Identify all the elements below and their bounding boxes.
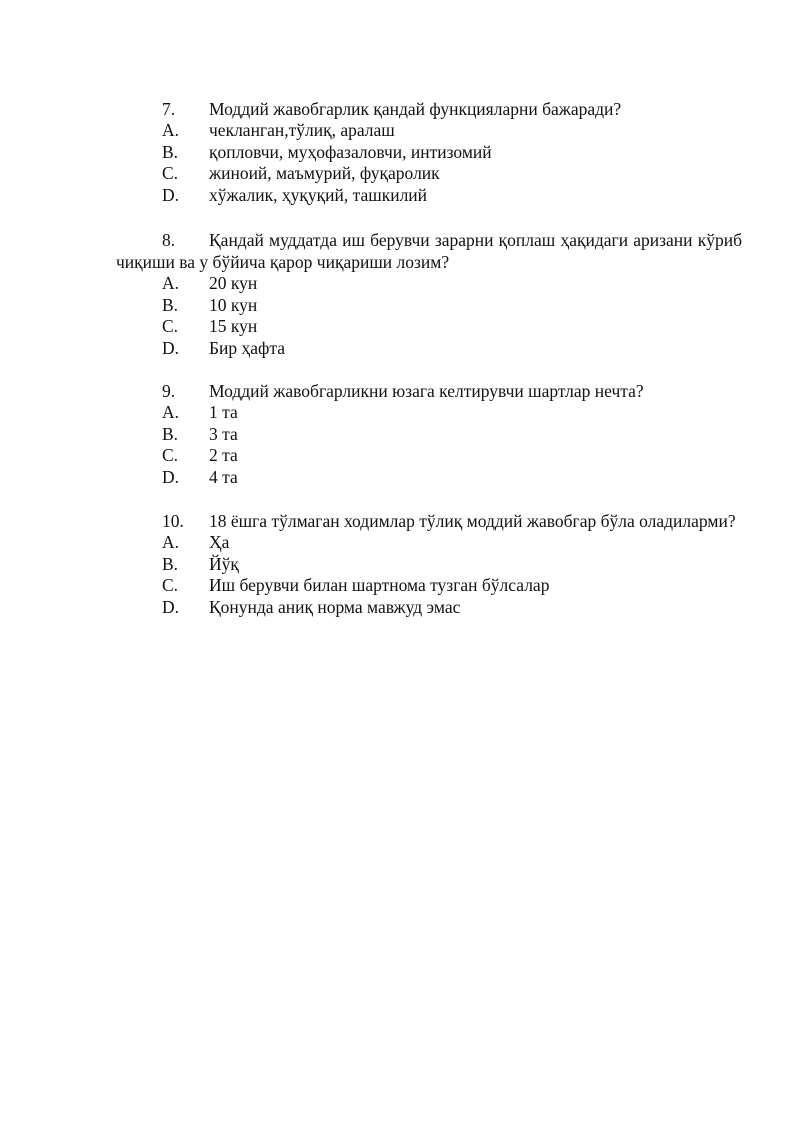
answer-option (116, 532, 742, 554)
answer-option (116, 185, 742, 207)
question-number: 9. (162, 381, 176, 401)
option-letter: D. (162, 338, 180, 359)
option-letter: B. (162, 294, 179, 315)
answer-option (116, 402, 742, 424)
question-number: 8. (162, 230, 176, 250)
question-text: Моддий жавобгарлик қандай функцияларни бажаради? (209, 99, 622, 119)
answer-option (116, 424, 742, 446)
option-letter: A. (162, 273, 180, 293)
answer-option (116, 142, 742, 164)
option-letter: C. (162, 316, 179, 337)
answer-option (116, 273, 742, 295)
option-text: Йўқ (209, 553, 239, 574)
option-letter: A. (162, 402, 180, 422)
option-text: 4 та (209, 467, 238, 488)
question-text: Моддий жавобгарликни юзага келтирувчи шартлар нечта? (209, 381, 644, 401)
answer-option (116, 467, 742, 489)
option-text: 2 та (209, 445, 238, 466)
option-letter: C. (162, 163, 179, 184)
option-text: Ҳа (209, 532, 230, 552)
option-text: 3 та (209, 423, 238, 444)
answer-option (116, 316, 742, 338)
option-text: жиноий, маъмурий, фуқаролик (209, 163, 440, 184)
question-8 (116, 229, 742, 360)
answer-option (116, 338, 742, 360)
answer-option (116, 597, 742, 619)
question-9 (116, 380, 742, 489)
option-letter: C. (162, 575, 179, 596)
question-text: Қандай муддатда иш берувчи зарарни қоплаш ҳақидаги аризани кўриб чиқиши ва у бўйича қарор чиқариши лозим? (116, 230, 742, 272)
answer-option (116, 554, 742, 576)
question-stem (116, 229, 742, 273)
question-text: 18 ёшга тўлмаган ходимлар тўлиқ моддий жавобгар бўла оладиларми? (209, 511, 736, 531)
option-text: 1 та (209, 402, 238, 422)
question-stem (116, 380, 742, 402)
answer-option (116, 445, 742, 467)
answer-option (116, 575, 742, 597)
answer-option (116, 163, 742, 185)
option-letter: B. (162, 141, 179, 162)
option-text: 15 кун (209, 316, 258, 337)
question-number: 7. (162, 99, 176, 119)
question-10 (116, 510, 742, 619)
question-stem (116, 98, 742, 120)
option-letter: D. (162, 467, 180, 488)
answer-option (116, 295, 742, 317)
answer-option (116, 120, 742, 142)
option-letter: D. (162, 597, 180, 618)
option-text: хўжалик, ҳуқуқий, ташкилий (209, 185, 428, 206)
option-text: 10 кун (209, 294, 258, 315)
option-text: чекланган,тўлиқ, аралаш (209, 120, 395, 140)
option-letter: B. (162, 423, 179, 444)
option-letter: C. (162, 445, 179, 466)
option-text: 20 кун (209, 273, 258, 293)
option-text: Иш берувчи билан шартнома тузган бўлсалар (209, 575, 550, 596)
option-letter: A. (162, 120, 180, 140)
option-text: қопловчи, муҳофазаловчи, интизомий (209, 141, 492, 162)
option-letter: D. (162, 185, 180, 206)
question-number: 10. (162, 511, 184, 531)
question-stem (116, 510, 742, 532)
option-text: Қонунда аниқ норма мавжуд эмас (209, 597, 461, 618)
question-7 (116, 98, 742, 207)
option-letter: B. (162, 553, 179, 574)
option-letter: A. (162, 532, 180, 552)
option-text: Бир ҳафта (209, 338, 286, 359)
